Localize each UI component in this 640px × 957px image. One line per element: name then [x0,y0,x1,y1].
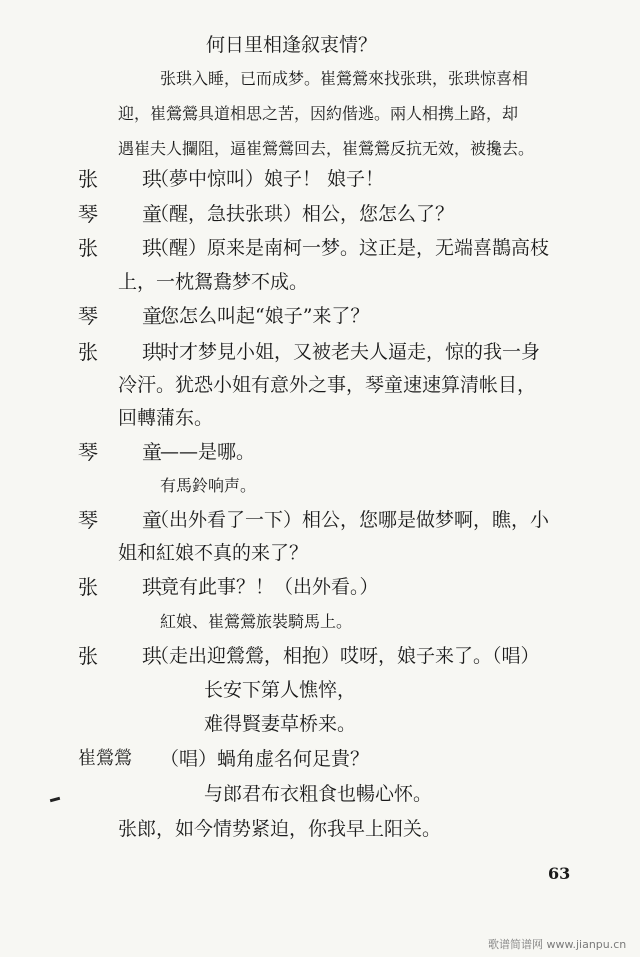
dialogue-line: ——是哪。 [160,441,256,463]
dialogue-line: 时才梦見小姐，又被老夫人逼走，惊的我一身 [160,341,541,363]
song-line: 长安下第人憔悴， [204,679,357,701]
page-title-line: 何日里相逢叙衷情？ [206,34,378,56]
stage-line: 张珙入睡，已而成梦。崔鶯鶯來找张珙，张珙惊喜相 [160,69,529,88]
stage-direction-2: 有馬鈴响声。 [160,476,257,495]
dialogue-line: （走出迎鶯鶯，相抱）哎呀，娘子来了。（唱） [150,645,540,667]
page-number: 63 [548,864,571,883]
watermark: 歌谱简谱网 www.jianpu.cn [488,938,627,951]
speaker-name: 张 珙 [78,340,174,364]
dialogue-line: 竟有此事？！（出外看。） [160,576,379,598]
song-line: 难得賢妻草桥来。 [204,713,357,735]
dialogue-line: 姐和紅娘不真的来了？ [118,542,309,564]
speaker-name: 崔鶯鶯 [78,748,132,769]
dialogue-line: （出外看了一下）相公，您哪是做梦啊，瞧，小 [150,509,550,531]
dialogue-line: 冷汗。犹恐小姐有意外之事，琴童速速算清帐目， [118,374,537,396]
dialogue-line: 回轉蒲东。 [118,407,214,429]
speaker-name: 琴 童 [78,440,174,464]
speaker-name: 琴 童 [78,508,174,532]
margin-mark [50,797,60,802]
dialogue-line: （夢中惊叫）娘子！ 娘子！ [150,168,385,190]
stage-line: 迎，崔鶯鶯具道相思之苦，因約偕逃。兩人相携上路，却 [118,104,519,123]
dialogue-line: （醒，急扶张珙）相公，您怎么了？ [150,203,455,225]
speaker-name: 张 珙 [78,167,174,191]
dialogue-line: 上，一枕鴛鴦梦不成。 [118,271,309,293]
closing-line: 张郎，如今情势紧迫，你我早上阳关。 [118,818,442,840]
speaker-name: 琴 童 [78,202,174,226]
dialogue-line: （唱）蝸角虚名何足貴？ [160,748,370,770]
speaker-name: 琴 童 [78,304,174,328]
speaker-name: 张 珙 [78,575,174,599]
song-lyrics-2: 与郎君布衣粗食也暢心怀。 [204,783,433,805]
stage-line: 遇崔夫人攔阻，逼崔鶯鶯回去，崔鶯鶯反抗无效，被攙去。 [118,139,535,158]
dialogue-line: 您怎么叫起“娘子”来了？ [160,305,370,327]
stage-direction-3: 紅娘、崔鶯鶯旅裝騎馬上。 [160,612,353,631]
speaker-name: 张 珙 [78,644,174,668]
dialogue-line: （醒）原来是南柯一梦。这正是，无端喜鵲高枝 [150,237,550,259]
speaker-name: 张 珙 [78,236,174,260]
